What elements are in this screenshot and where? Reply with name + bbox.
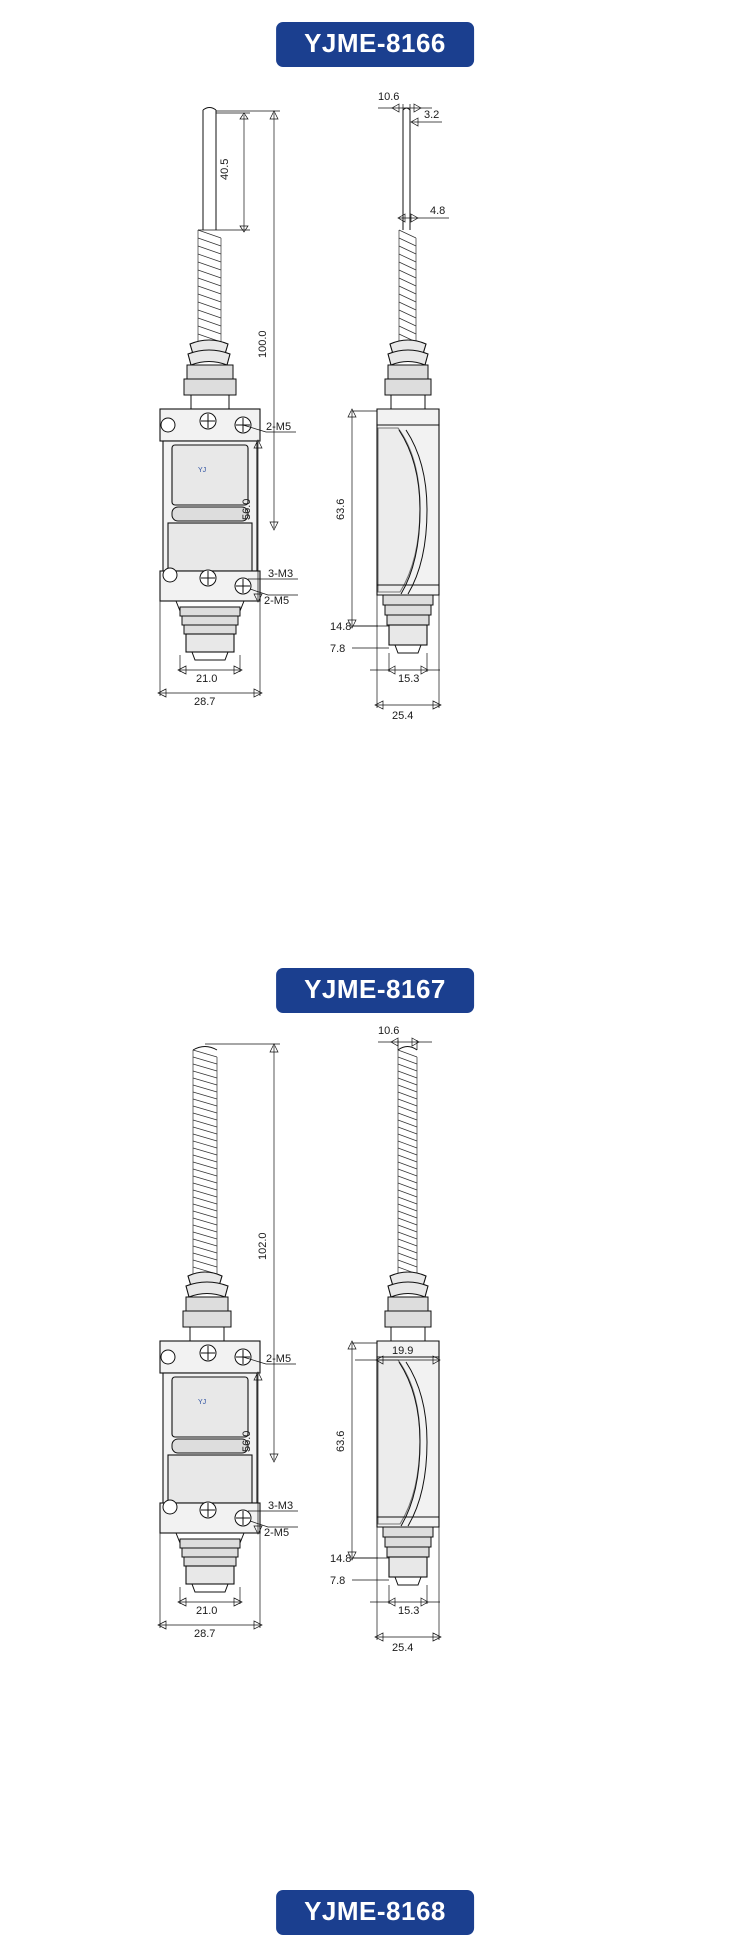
dim-label: 40.5	[219, 158, 231, 180]
dim-label: 63.6	[335, 1430, 347, 1452]
dim-label: 102.0	[257, 1232, 269, 1260]
dim-label: 25.4	[392, 1642, 414, 1654]
callout-label: 2-M5	[264, 1527, 290, 1539]
dim-label: 3.2	[424, 109, 440, 121]
dim-15-3	[370, 1585, 440, 1617]
drawing-yjme-8166	[0, 80, 750, 960]
dim-label: 7.8	[330, 1575, 346, 1587]
dim-7-8	[330, 643, 389, 655]
dim-label: 21.0	[196, 1605, 218, 1617]
dim-label: 15.3	[398, 1605, 420, 1617]
callout-label: 2-M5	[266, 421, 292, 433]
dim-14-8	[330, 621, 378, 633]
brand-logo-text: YJ	[198, 467, 207, 474]
dim-label: 56.0	[241, 1430, 253, 1452]
dim-label: 100.0	[257, 330, 269, 358]
dim-label: 10.6	[378, 1025, 400, 1037]
dim-label: 15.3	[398, 673, 420, 685]
dim-label: 21.0	[196, 673, 218, 685]
dim-label: 25.4	[392, 710, 414, 722]
callout-label: 2-M5	[264, 595, 290, 607]
dim-label: 28.7	[194, 1628, 216, 1640]
model-title-8167: YJME-8167	[276, 968, 474, 1013]
dim-label: 4.8	[430, 205, 446, 217]
dim-label: 10.6	[378, 91, 400, 103]
model-title-8168: YJME-8168	[276, 1890, 474, 1935]
dim-7-8	[330, 1575, 389, 1587]
side-view-8167	[330, 1025, 441, 1654]
dim-label: 56.0	[241, 498, 253, 520]
dim-label: 63.6	[335, 498, 347, 520]
dim-label: 7.8	[330, 643, 346, 655]
dim-label: 19.9	[392, 1345, 414, 1357]
dim-40-5	[198, 113, 250, 232]
side-view-8166	[330, 91, 449, 722]
model-title-8166: YJME-8166	[276, 22, 474, 67]
dim-label: 28.7	[194, 696, 216, 708]
callout-label: 3-M3	[268, 1500, 294, 1512]
brand-logo-text: YJ	[198, 1399, 207, 1406]
dim-label: 14.8	[330, 1553, 352, 1565]
front-view-8167	[158, 1044, 298, 1640]
dim-14-8	[330, 1553, 378, 1565]
dim-label: 14.8	[330, 621, 352, 633]
dim-3-2	[411, 109, 442, 126]
front-view-8166	[158, 108, 298, 709]
callout-label: 3-M3	[268, 568, 294, 580]
drawing-yjme-8167	[0, 1020, 750, 1870]
callout-label: 2-M5	[266, 1353, 292, 1365]
dim-4-8	[398, 205, 449, 222]
dim-15-3	[370, 653, 440, 685]
